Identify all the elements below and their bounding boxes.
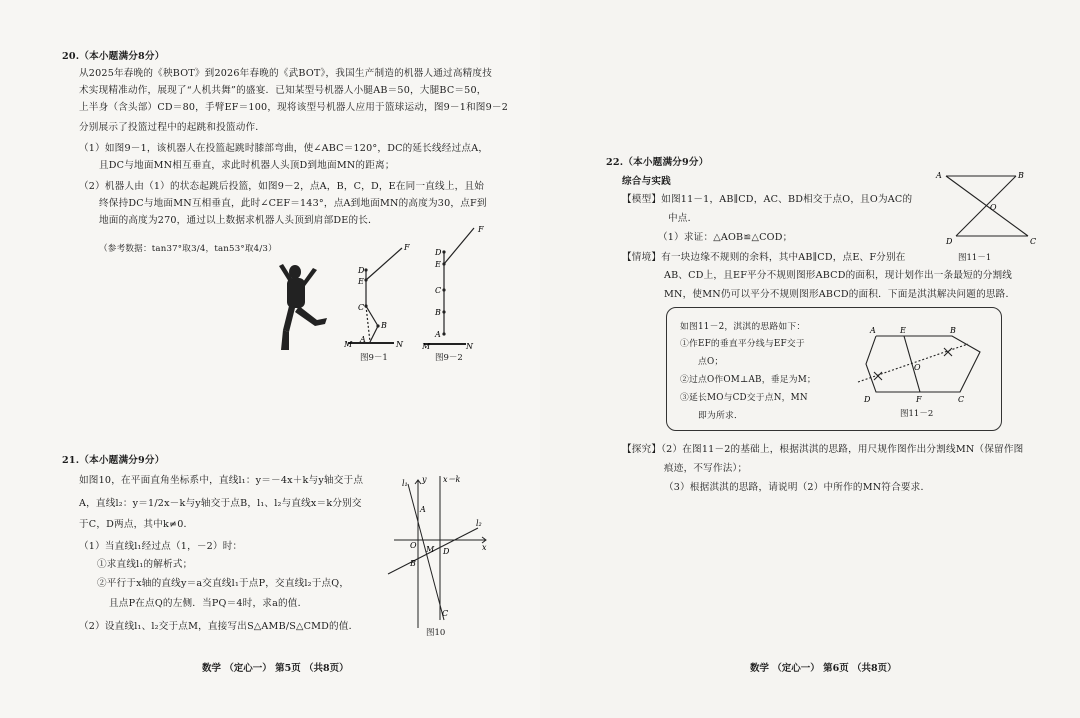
q20-line: 从2025年春晚的《秧BOT》到2026年春晚的《武BOT》，我国生产制造的机器人通过高精度技 [79,68,493,79]
q22-explore-line: 痕迹，不写作法）； [664,463,748,474]
q21-line: ②平行于x轴的直线y＝a交直线l₁于点P，交直线l₂于点Q， [97,578,350,589]
q22-model-line: 中点． [668,213,698,224]
fig11-2-label-D: D [864,395,871,404]
fig9-1-label-F: F [404,243,410,252]
fig10-label-l1: l₁ [402,479,408,488]
fig10-label-x: x [482,543,487,552]
fig9-2-label-E: E [435,260,441,269]
q22-header: 22.（本小题满分9分） [606,157,709,168]
fig11-1-label-O: O [990,203,997,212]
q21-line: ①求直线l₁的解析式； [97,559,193,570]
figure-11-1 [932,166,1052,254]
fig10-caption: 图10 [426,628,446,638]
fig9-1-label-A: A [360,335,366,344]
box-line: ③延长MO与CD交于点N，MN [680,393,808,403]
figure-11-2 [852,322,992,408]
fig11-1-label-A: A [936,171,942,180]
fig9-1-label-B: B [381,321,387,330]
q20-reference-data: （参考数据：tan37°取3/4，tan53°取4/3） [99,244,277,254]
q21-header: 21.（本小题满分9分） [62,455,165,466]
fig11-1-caption: 图11－1 [958,253,992,263]
footer-page-5: 数学 （定心一） 第5页 （共8页） [202,663,349,674]
fig9-1-label-E: E [358,277,364,286]
fig11-2-caption: 图11－2 [900,409,934,419]
fig11-2-label-B: B [950,326,956,335]
q22-situation-line: 【情境】有一块边缘不规则的余料，其中AB∥CD，点E、F分别在 [622,252,906,263]
box-line: 如图11－2，淇淇的思路如下： [680,322,806,332]
page-6 [540,0,1080,718]
q20-part2-line: 地面的高度为270，通过以上数据求机器人头顶到肩部DE的长． [99,215,378,226]
q20-line: 术实现精准动作，展现了“人机共舞”的盛宴．已知某型号机器人小腿AB＝50，大腿BC＝50， [79,85,487,96]
fig11-2-label-A: A [870,326,876,335]
fig9-2-label-N: N [466,342,473,350]
figure-10 [382,468,492,636]
fig9-1-label-M: M [344,340,353,349]
fig9-1-caption: 图9－1 [360,353,388,363]
box-line: ①作EF的垂直平分线与EF交于 [680,339,805,349]
figure-9-2 [422,222,492,350]
q21-line: 于C，D两点，其中k≠0． [79,519,194,530]
q22-explore-line: 【探究】（2）在图11－2的基础上，根据淇淇的思路，用尺规作图作出分割线MN（保留作图 [622,444,1024,455]
fig11-2-label-O: O [914,363,921,372]
fig10-label-x-eq-k: x＝k [443,475,461,484]
fig11-2-label-F: F [916,395,922,404]
fig9-2-label-C: C [435,286,442,295]
fig9-2-caption: 图9－2 [435,353,463,363]
fig10-label-B: B [410,559,416,568]
q22-situation-line: MN，使MN仍可以平分不规则图形ABCD的面积．下面是淇淇解决问题的思路． [664,289,1016,300]
q22-explore-line: （3）根据淇淇的思路，请说明（2）中所作的MN符合要求． [664,482,931,493]
q22-model-line: （1）求证：△AOB≌△COD； [658,232,793,243]
fig10-label-A: A [420,505,426,514]
q21-line: （1）当直线l₁经过点（1，－2）时： [79,541,243,552]
footer-page-6: 数学 （定心一） 第6页 （共8页） [750,663,897,674]
q20-line: 分别展示了投篮过程中的起跳和投篮动作． [79,122,266,133]
q21-line: （2）设直线l₁、l₂交于点M，直接写出S△AMB/S△CMD的值． [79,621,359,632]
q20-line: 上半身（含头部）CD＝80，手臂EF＝100，现将该型号机器人应用于篮球运动，图9－1和图9－2 [79,102,509,113]
q21-line: 如图10，在平面直角坐标系中，直线l₁：y＝－4x＋k与y轴交于点 [79,475,364,486]
box-line: ②过点O作OM⊥AB，垂足为M； [680,375,816,385]
q22-subtitle: 综合与实践 [622,176,671,187]
q20-part2-line: （2）机器人由（1）的状态起跳后投篮，如图9－2，点A，B，C，D，E在同一直线上，且始 [79,181,485,192]
fig10-label-O: O [410,541,417,550]
fig9-2-label-B: B [435,308,441,317]
q22-model-line: 【模型】如图11－1，AB∥CD，AC、BD相交于点O，且O为AC的 [622,194,913,205]
fig11-2-label-C: C [958,395,965,404]
fig10-label-D: D [443,547,450,556]
fig9-1-label-C: C [358,303,365,312]
fig9-2-label-A: A [435,330,441,339]
fig9-1-label-N: N [396,340,403,349]
q21-line: 且点P在点Q的左侧．当PQ＝4时，求a的值． [109,598,308,609]
q22-situation-line: AB、CD上，且EF平分不规则图形ABCD的面积，现计划作出一条最短的分割线 [664,270,1013,281]
fig10-label-l2: l₂ [476,519,482,528]
robot-image [265,258,335,358]
figure-9-1 [344,240,424,350]
fig9-2-label-D: D [435,248,442,257]
fig9-2-label-F: F [478,225,484,234]
fig10-label-y: y [422,475,427,484]
q20-part1-line: （1）如图9－1，该机器人在投篮起跳时膝部弯曲，使∠ABC＝120°，DC的延长线经过点A， [79,143,489,154]
fig10-label-M: M [426,545,435,554]
fig9-1-label-D: D [358,266,365,275]
fig11-2-label-E: E [900,326,906,335]
fig11-1-label-C: C [1030,237,1037,246]
q20-part2-line: 终保持DC与地面MN互相垂直，此时∠CEF＝143°，点A到地面MN的高度为30，点F到 [99,198,487,209]
fig11-1-label-B: B [1018,171,1024,180]
box-line: 点O； [698,357,724,367]
fig9-2-label-M: M [422,342,431,350]
fig11-1-label-D: D [946,237,953,246]
q21-line: A，直线l₂：y＝1/2x－k与y轴交于点B，l₁、l₂与直线x＝k分别交 [79,498,362,509]
fig10-label-C: C [442,609,449,618]
q20-header: 20.（本小题满分8分） [62,51,165,62]
box-line: 即为所求． [698,411,743,421]
q20-part1-line: 且DC与地面MN相互垂直，求此时机器人头顶D到地面MN的距离； [99,160,395,171]
